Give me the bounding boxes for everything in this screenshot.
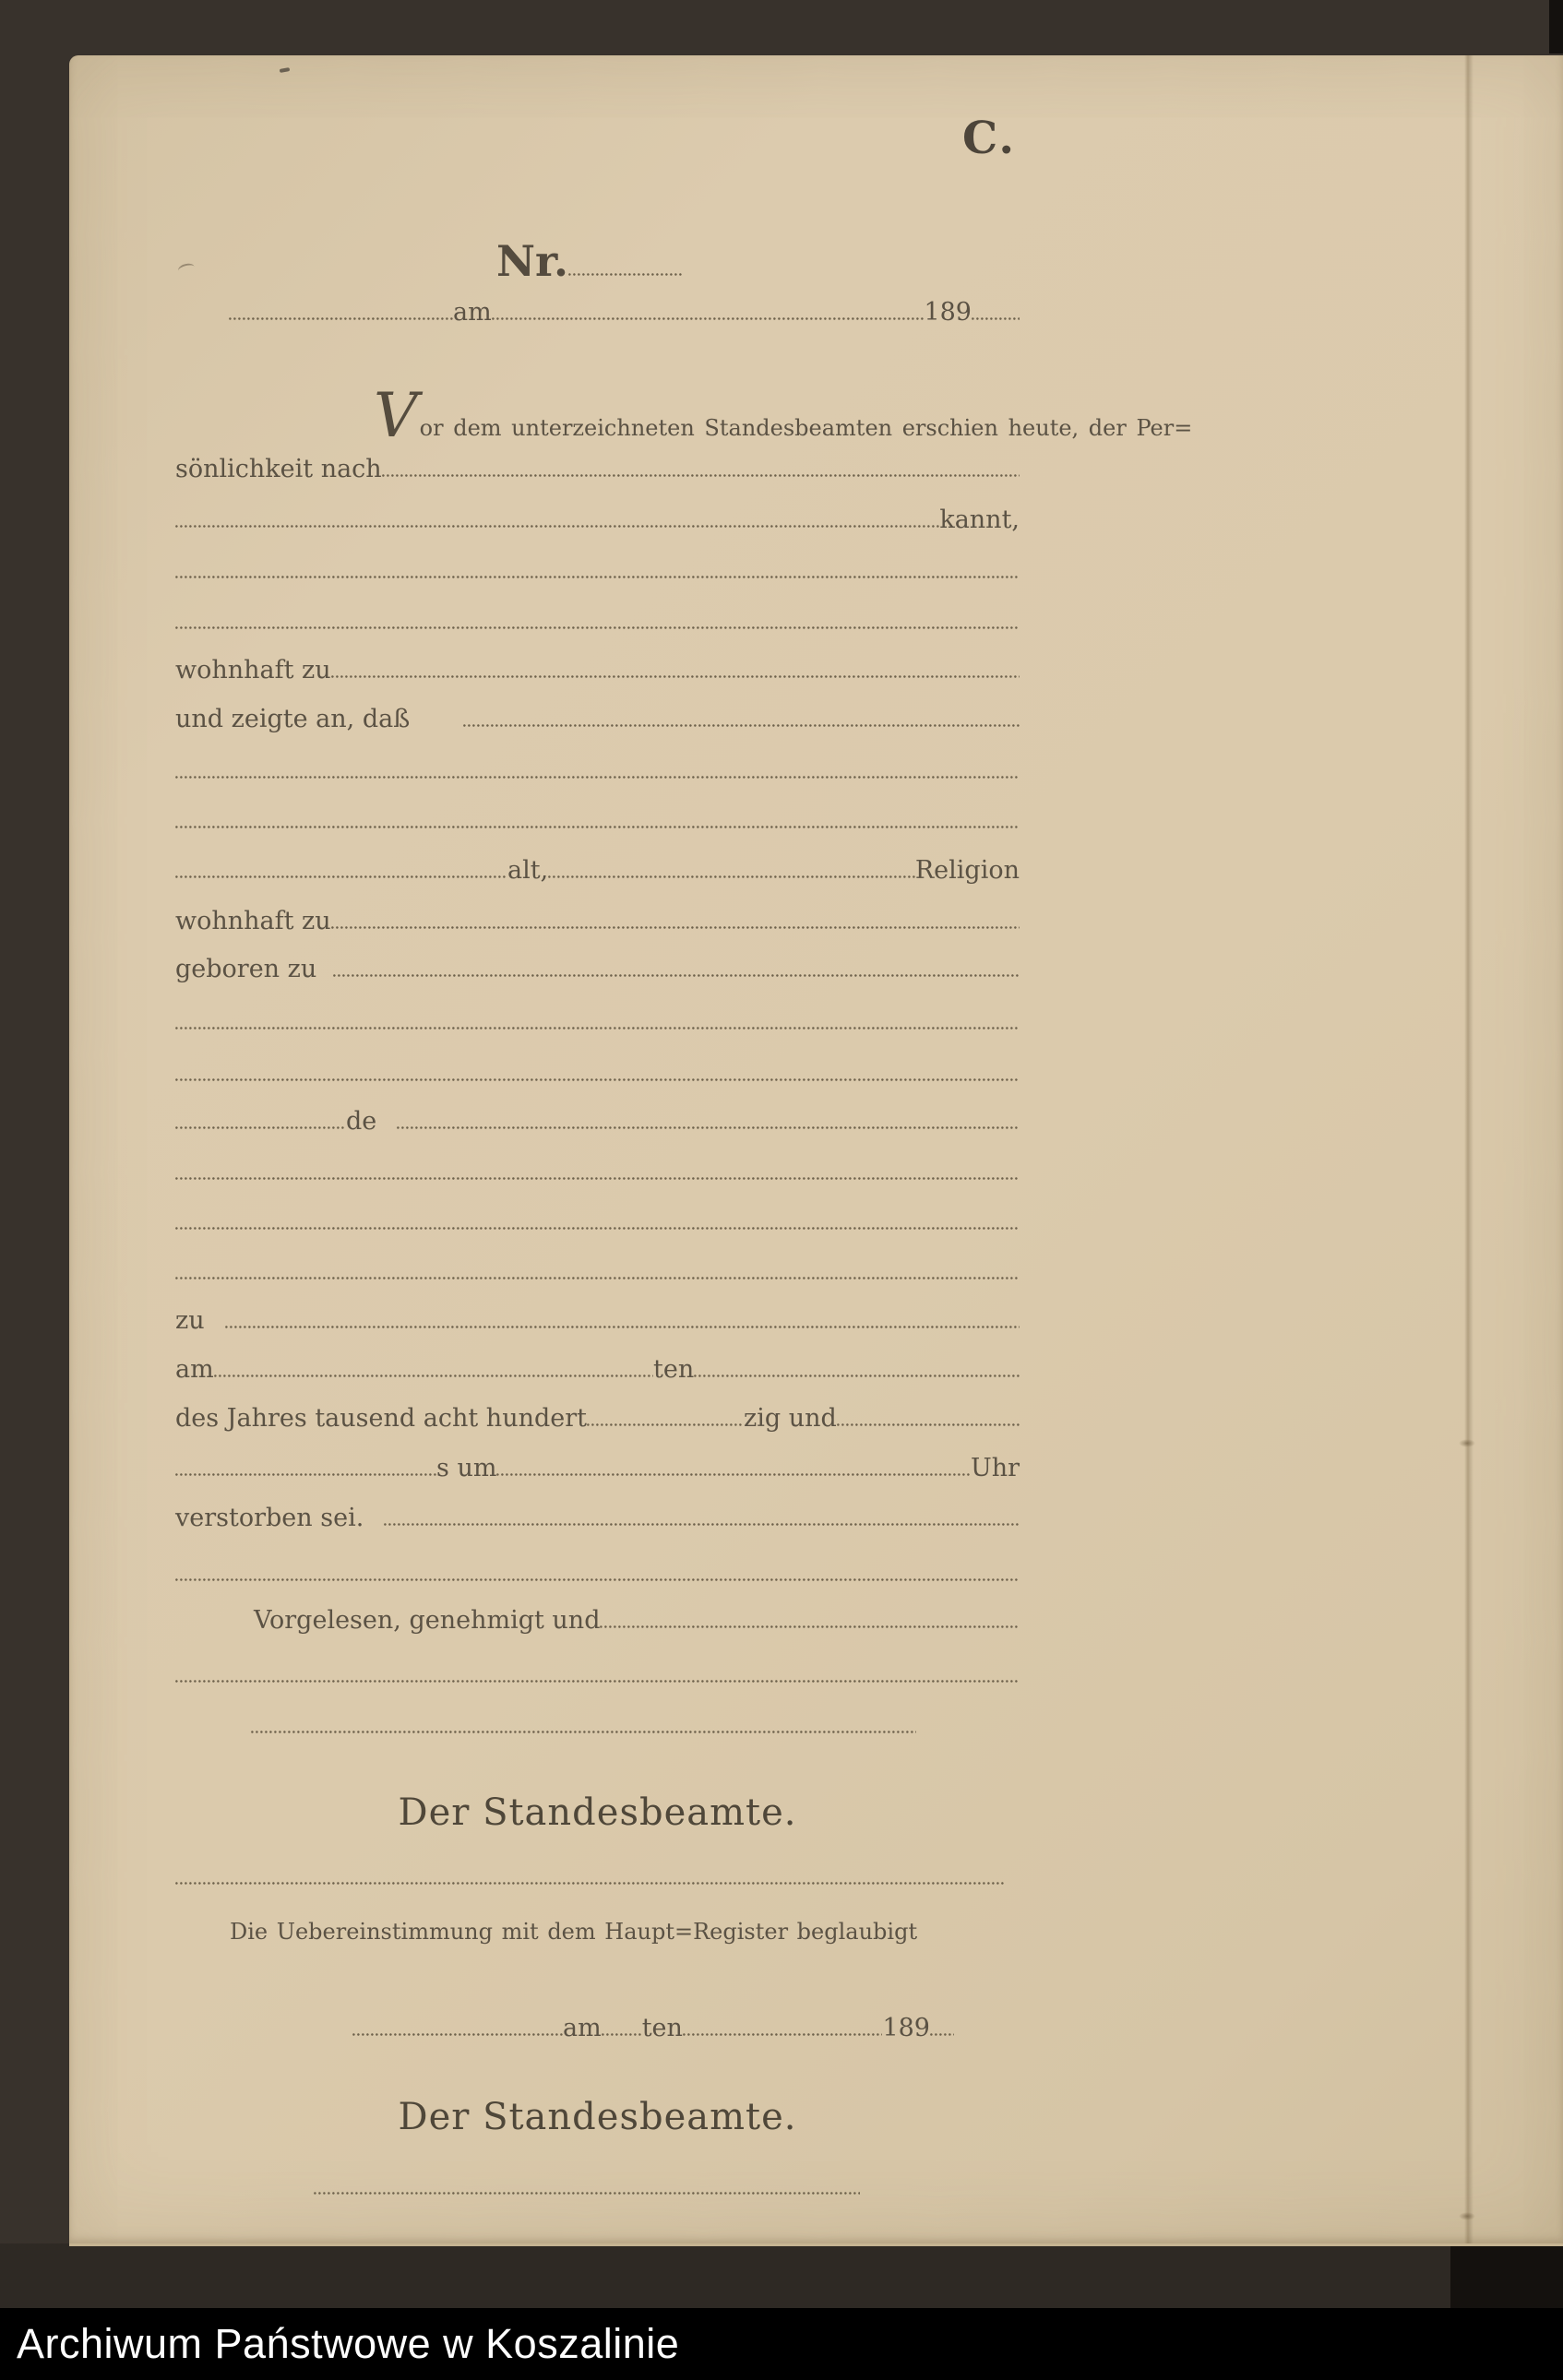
blank-field-line	[175, 1473, 436, 1476]
blank-field-line	[175, 525, 939, 528]
des-jahres-label: des Jahres tausend acht hundert	[175, 1403, 587, 1433]
blank-field-line	[972, 317, 1020, 320]
de-row	[175, 1100, 1020, 1135]
registry-number-row	[496, 226, 746, 286]
scan-edge-top-right	[1549, 0, 1563, 54]
religion-label: Religion	[914, 855, 1020, 885]
uhr-label: Uhr	[970, 1453, 1020, 1482]
blank-field-line	[384, 1523, 1020, 1526]
blank-row	[175, 1052, 1020, 1087]
blank-field-line	[175, 875, 507, 878]
paper-nick	[1459, 2212, 1475, 2220]
blank-field-line	[331, 675, 1020, 678]
registrar-heading: Der Standesbeamte.	[398, 1791, 797, 1834]
blank-field-line	[175, 1227, 1020, 1230]
archive-caption: Archiwum Państwowe w Koszalinie	[17, 2320, 680, 2367]
blank-field-line	[175, 1680, 1020, 1683]
ten-label: ten	[641, 2013, 683, 2042]
blank-field-line	[251, 1731, 916, 1733]
blank-row	[175, 1150, 1020, 1185]
blank-field-line	[837, 1423, 1020, 1426]
blank-field-line	[175, 1078, 1020, 1081]
s-um-label: s um	[436, 1453, 497, 1482]
certification-line: Die Uebereinstimmung mit dem Haupt=Register beglaubigt	[230, 1919, 918, 1945]
blank-field-line	[397, 1126, 1020, 1129]
dotted-rule	[175, 1882, 1006, 1885]
soenlichkeit-nach-label: sönlichkeit nach	[175, 454, 382, 483]
signature-blank-row	[251, 1704, 916, 1739]
blank-field-line	[175, 1277, 1020, 1279]
blank-row	[175, 549, 1020, 584]
form-row	[175, 697, 1020, 732]
certification-date-row	[352, 2006, 954, 2041]
blank-field-line	[352, 2033, 563, 2036]
intro-line-text: or dem unterzeichneten Standesbeamten erschien heute, der Per=	[419, 415, 1193, 441]
closing-formula-row	[254, 1599, 1020, 1634]
blank-field-line	[548, 875, 915, 878]
wohnhaft-zu-label: wohnhaft zu	[175, 655, 331, 684]
nr-label: Nr.	[496, 235, 569, 286]
blank-row	[175, 799, 1020, 834]
de-label: de	[346, 1106, 377, 1136]
blank-field-line	[463, 724, 1020, 727]
form-series-letter: C.	[962, 113, 1017, 164]
blank-field-line	[492, 317, 925, 320]
blank-field-line	[229, 317, 453, 320]
blank-row	[175, 1250, 1020, 1285]
ten-label: ten	[652, 1354, 695, 1384]
paper-fold-crease	[1464, 55, 1474, 2243]
blank-field-line	[600, 1625, 1020, 1628]
age-religion-row	[175, 849, 1020, 884]
am-label: am	[453, 297, 492, 327]
blank-field-line	[568, 273, 684, 276]
blank-field-line	[602, 2033, 642, 2036]
vorgelesen-label: Vorgelesen, genehmigt und	[254, 1605, 601, 1635]
paper-mark	[177, 262, 196, 276]
paper-nick	[1459, 1439, 1475, 1447]
blank-row	[175, 600, 1020, 635]
blank-field-line	[496, 1473, 971, 1476]
und-zeigte-an-label: und zeigte an, daß	[175, 704, 411, 733]
alt-label: alt,	[507, 855, 549, 885]
blank-field-line	[382, 474, 1020, 477]
paper-mark	[280, 67, 291, 73]
blank-field-line	[175, 1177, 1020, 1180]
scan-edge-bottom-right	[1450, 2242, 1563, 2311]
signature-blank-row	[314, 2165, 860, 2200]
intro-paragraph-line	[374, 380, 1193, 452]
document-paper	[69, 55, 1563, 2246]
blank-row	[175, 1552, 1020, 1587]
form-row	[175, 1299, 1020, 1334]
blank-field-line	[930, 2033, 954, 2036]
death-date-row	[175, 1348, 1020, 1383]
death-time-row	[175, 1446, 1020, 1482]
zu-label: zu	[175, 1305, 205, 1335]
blank-field-line	[333, 974, 1020, 977]
am-label: am	[563, 2013, 602, 2042]
form-row	[175, 498, 1020, 533]
form-row	[175, 649, 1020, 684]
blank-field-line	[225, 1326, 1020, 1328]
verstorben-sei-label: verstorben sei.	[175, 1503, 364, 1532]
separator-rule	[175, 1855, 1006, 1890]
top-date-row	[229, 291, 1020, 326]
death-year-row	[175, 1397, 1020, 1432]
form-row	[175, 1496, 1020, 1531]
blank-field-line	[683, 2033, 883, 2036]
blank-field-line	[175, 826, 1020, 828]
blank-field-line	[175, 1027, 1020, 1029]
ornamental-initial: V	[374, 380, 418, 452]
form-row	[175, 899, 1020, 934]
year-189-label: 189	[882, 2013, 930, 2042]
blank-row	[175, 1653, 1020, 1688]
blank-row	[175, 1000, 1020, 1035]
blank-field-line	[331, 926, 1020, 929]
blank-row	[175, 1200, 1020, 1235]
blank-field-line	[175, 626, 1020, 629]
blank-field-line	[175, 1578, 1020, 1581]
wohnhaft-zu-label: wohnhaft zu	[175, 906, 331, 935]
form-row	[175, 947, 1020, 982]
blank-field-line	[175, 576, 1020, 578]
kannt-label: kannt,	[939, 505, 1020, 534]
zig-und-label: zig und	[744, 1403, 837, 1433]
blank-field-line	[175, 776, 1020, 779]
blank-row	[175, 749, 1020, 784]
registrar-heading: Der Standesbeamte.	[398, 2096, 797, 2138]
archive-caption-bar	[0, 2308, 1563, 2380]
form-row	[175, 447, 1020, 482]
am-label: am	[175, 1354, 214, 1384]
year-189-label: 189	[924, 297, 972, 327]
blank-field-line	[314, 2192, 860, 2195]
blank-field-line	[694, 1374, 1020, 1377]
blank-field-line	[214, 1374, 653, 1377]
scan-backdrop-below-paper	[0, 2243, 1563, 2308]
blank-field-line	[587, 1423, 744, 1426]
blank-field-line	[175, 1126, 346, 1129]
geboren-zu-label: geboren zu	[175, 954, 317, 983]
